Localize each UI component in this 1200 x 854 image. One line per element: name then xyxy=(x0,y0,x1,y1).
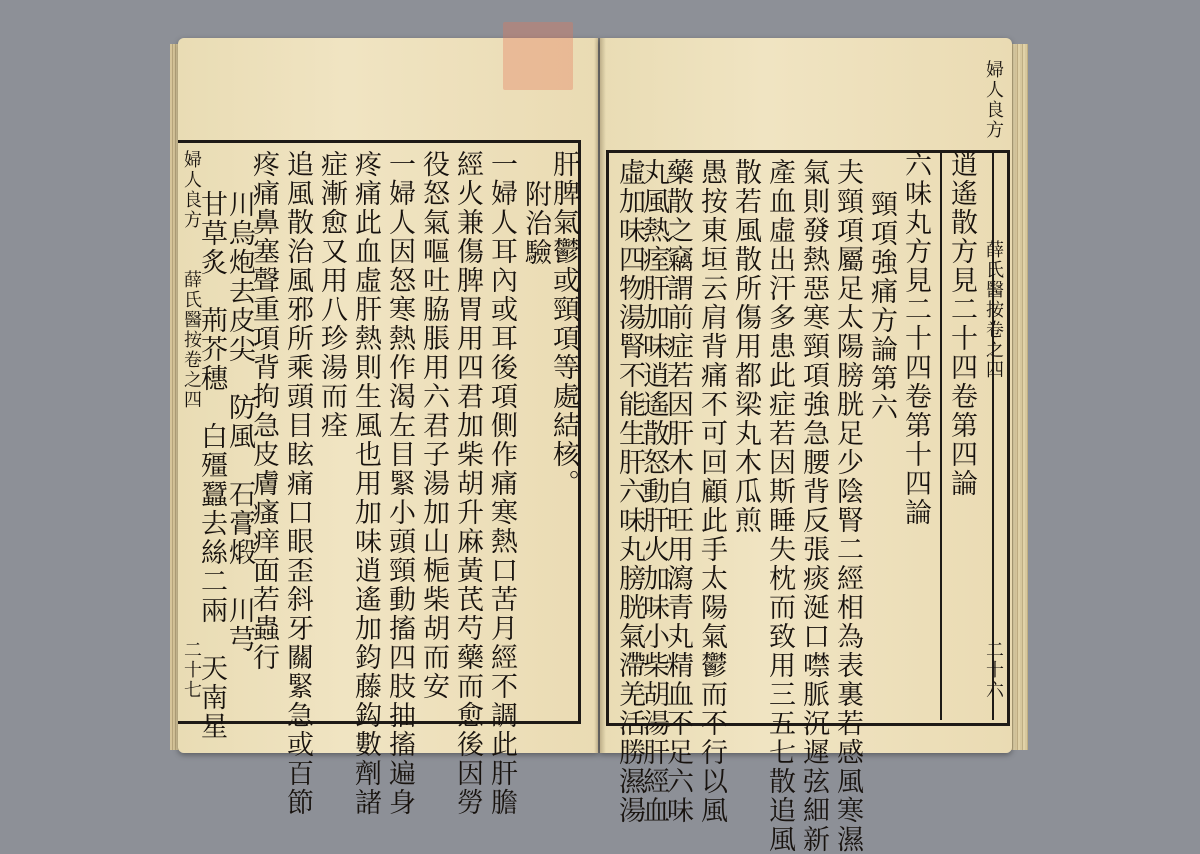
right-col-1: 逍遙散方見二十四卷第四論 xyxy=(946,150,977,498)
right-col-8: 愚按東垣云肩背痛不可回顧此手太陽氣鬱而不行以風 xyxy=(696,158,727,825)
right-col-11: 虛加味四物湯腎不能生肝六味丸膀胱氣滯羌活勝濕湯 xyxy=(614,158,645,825)
book-gutter xyxy=(594,38,606,753)
left-col-2: 附治驗 xyxy=(520,180,551,267)
left-col-11: 川烏炮去皮尖 防風 石膏煅 川芎 xyxy=(224,190,255,654)
left-col-12: 甘草炙 荊芥穗 白殭蠶去絲二兩 天南星 xyxy=(196,190,227,741)
left-margin-title: 婦人良方 xyxy=(181,150,202,230)
right-col-2: 六味丸方見二十四卷第十四論 xyxy=(900,150,931,527)
left-col-5: 役怒氣嘔吐脇脹用六君子湯加山梔柴胡而安 xyxy=(418,150,449,701)
left-col-7: 疼痛此血虛肝熱則生風也用加味逍遙加鈞藤鈎數劑諸 xyxy=(350,150,381,817)
right-col-3: 頸項強痛方論第六 xyxy=(866,190,897,422)
left-margin-sub: 薛氏醫按卷之四 xyxy=(181,270,202,410)
right-margin-sub: 薛氏醫按卷之四 xyxy=(983,240,1004,380)
left-col-8: 症漸愈又用八珍湯而痊 xyxy=(316,150,347,440)
right-col-4: 夫頸項屬足太陽膀胱足少陰腎二經相為表裏若感風寒濕 xyxy=(832,158,863,854)
right-col-9: 藥散之竊謂前症若因肝木自旺用瀉青丸精血不足六味 xyxy=(662,158,693,825)
right-margin-title: 婦人良方 xyxy=(983,60,1004,140)
right-margin-page: 二十六 xyxy=(983,640,1004,700)
right-page-edges xyxy=(1010,44,1028,750)
right-col-5: 氣則發熱惡寒頸項強急腰背反張痰涎口噤脈沉遲弦細新 xyxy=(798,158,829,854)
left-col-4: 經火兼傷脾胃用四君加柴胡升麻黃芪芍藥而愈後因勞 xyxy=(452,150,483,817)
left-col-6: 一婦人因怒寒熱作渴左目緊小頭頸動搐四肢抽搐遍身 xyxy=(384,150,415,817)
seal-stamp xyxy=(503,22,573,90)
right-col-7: 散若風散所傷用都梁丸木瓜煎 xyxy=(730,158,761,535)
left-col-1: 肝脾氣鬱或頸項等處結核。 xyxy=(548,150,579,498)
left-col-3: 一婦人耳內或耳後項側作痛寒熱口苦月經不調此肝膽 xyxy=(486,150,517,817)
left-margin-page: 二十七 xyxy=(181,640,202,700)
left-col-10: 疼痛鼻塞聲重項背拘急皮膚瘙痒面若蟲行 xyxy=(248,150,279,672)
right-col-10: 丸風熱痓肝加味逍遙散怒動肝火加味小柴胡湯肝經血 xyxy=(638,158,669,825)
left-col-9: 追風散治風邪所乘頭目眩痛口眼歪斜牙關緊急或百節 xyxy=(282,150,313,817)
right-col-6: 產血虛出汗多患此症若因斯睡失枕而致用三五七散追風 xyxy=(764,158,795,854)
